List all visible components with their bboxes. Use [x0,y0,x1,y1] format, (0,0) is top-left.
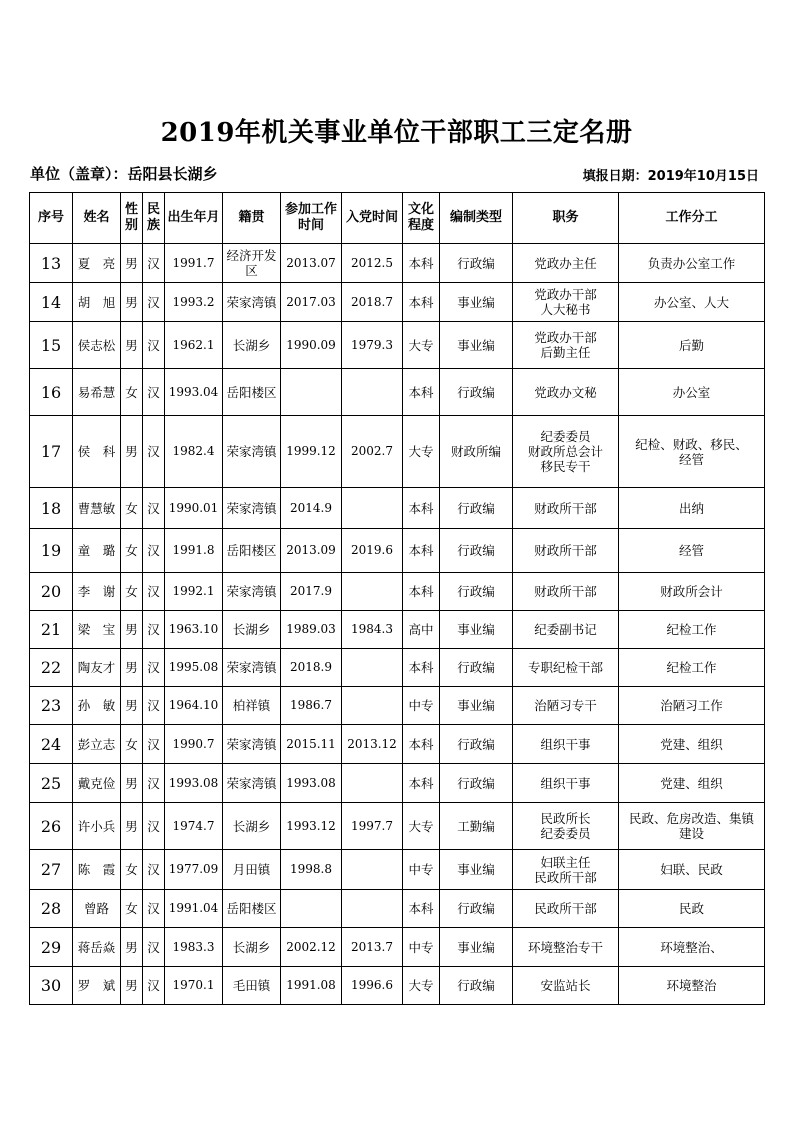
cell-birth: 1991.8 [165,529,223,573]
table-row [30,764,765,803]
cell-staff-type: 事业编 [440,850,513,890]
cell-duty: 妇联、民政 [619,850,765,890]
table-row [30,967,765,1005]
cell-gender: 男 [121,928,143,967]
cell-position: 党政办干部 人大秘书 [513,283,619,322]
cell-duty: 办公室、人大 [619,283,765,322]
cell-seq: 26 [30,803,73,850]
cell-seq: 29 [30,928,73,967]
cell-name: 戴克俭 [73,764,121,803]
cell-gender: 女 [121,850,143,890]
cell-ethnic: 汉 [143,283,165,322]
cell-origin: 长湖乡 [223,322,281,369]
cell-name: 罗 斌 [73,967,121,1005]
header-duty: 工作分工 [619,193,765,244]
table-row [30,529,765,573]
unit-label: 单位（盖章）：岳阳县长湖乡 [30,165,218,183]
cell-seq: 25 [30,764,73,803]
cell-party: 2018.7 [342,283,403,322]
cell-party [342,649,403,687]
cell-seq: 15 [30,322,73,369]
cell-ethnic: 汉 [143,764,165,803]
cell-origin: 长湖乡 [223,928,281,967]
cell-work-start: 1989.03 [281,611,342,649]
cell-edu: 本科 [403,529,440,573]
cell-birth: 1993.04 [165,369,223,416]
cell-gender: 女 [121,725,143,764]
cell-position: 财政所干部 [513,529,619,573]
cell-ethnic: 汉 [143,529,165,573]
cell-name: 夏 亮 [73,244,121,283]
cell-edu: 本科 [403,573,440,611]
cell-gender: 女 [121,890,143,928]
cell-name: 侯 科 [73,416,121,488]
cell-position: 党政办文秘 [513,369,619,416]
cell-seq: 30 [30,967,73,1005]
cell-work-start: 1993.08 [281,764,342,803]
header-birth: 出生年月 [165,193,223,244]
cell-party: 1979.3 [342,322,403,369]
header-gender: 性别 [121,193,143,244]
cell-birth: 1992.1 [165,573,223,611]
cell-birth: 1990.01 [165,488,223,529]
cell-name: 蒋岳焱 [73,928,121,967]
cell-position: 治陋习专干 [513,687,619,725]
cell-birth: 1991.7 [165,244,223,283]
cell-edu: 中专 [403,687,440,725]
cell-origin: 经济开发区 [223,244,281,283]
cell-seq: 24 [30,725,73,764]
cell-duty: 环境整治、 [619,928,765,967]
cell-duty: 党建、组织 [619,764,765,803]
cell-work-start: 1998.8 [281,850,342,890]
cell-position: 妇联主任 民政所干部 [513,850,619,890]
cell-edu: 本科 [403,283,440,322]
cell-position: 民政所干部 [513,890,619,928]
table-row [30,416,765,488]
cell-seq: 27 [30,850,73,890]
cell-edu: 高中 [403,611,440,649]
cell-edu: 本科 [403,890,440,928]
cell-birth: 1982.4 [165,416,223,488]
cell-birth: 1977.09 [165,850,223,890]
cell-duty: 出纳 [619,488,765,529]
cell-gender: 男 [121,611,143,649]
cell-staff-type: 行政编 [440,529,513,573]
cell-ethnic: 汉 [143,850,165,890]
cell-party [342,573,403,611]
cell-work-start: 2013.09 [281,529,342,573]
cell-duty: 后勤 [619,322,765,369]
header-staff-type: 编制类型 [440,193,513,244]
header-origin: 籍贯 [223,193,281,244]
cell-staff-type: 行政编 [440,488,513,529]
cell-party: 1997.7 [342,803,403,850]
cell-duty: 治陋习工作 [619,687,765,725]
table-row [30,488,765,529]
roster-table [29,192,765,1005]
cell-name: 孙 敏 [73,687,121,725]
cell-gender: 男 [121,283,143,322]
cell-ethnic: 汉 [143,803,165,850]
cell-party [342,764,403,803]
cell-work-start: 2013.07 [281,244,342,283]
cell-gender: 男 [121,322,143,369]
cell-ethnic: 汉 [143,573,165,611]
cell-staff-type: 行政编 [440,725,513,764]
cell-seq: 16 [30,369,73,416]
cell-name: 胡 旭 [73,283,121,322]
cell-party [342,488,403,529]
cell-party: 1996.6 [342,967,403,1005]
cell-origin: 荣家湾镇 [223,488,281,529]
cell-staff-type: 行政编 [440,890,513,928]
cell-work-start: 1991.08 [281,967,342,1005]
cell-gender: 女 [121,529,143,573]
cell-staff-type: 财政所编 [440,416,513,488]
cell-origin: 岳阳楼区 [223,890,281,928]
cell-staff-type: 行政编 [440,369,513,416]
cell-position: 安监站长 [513,967,619,1005]
cell-edu: 本科 [403,369,440,416]
table-row [30,573,765,611]
cell-work-start: 1986.7 [281,687,342,725]
cell-duty: 党建、组织 [619,725,765,764]
header-ethnic: 民族 [143,193,165,244]
cell-origin: 月田镇 [223,850,281,890]
cell-work-start: 1999.12 [281,416,342,488]
cell-staff-type: 工勤编 [440,803,513,850]
cell-gender: 男 [121,416,143,488]
table-row [30,725,765,764]
cell-origin: 岳阳楼区 [223,529,281,573]
cell-name: 曾路 [73,890,121,928]
cell-gender: 男 [121,764,143,803]
cell-name: 侯志松 [73,322,121,369]
cell-birth: 1990.7 [165,725,223,764]
cell-origin: 荣家湾镇 [223,649,281,687]
cell-work-start: 2002.12 [281,928,342,967]
table-row [30,244,765,283]
cell-party: 2013.12 [342,725,403,764]
cell-work-start [281,890,342,928]
cell-position: 纪委副书记 [513,611,619,649]
cell-gender: 女 [121,488,143,529]
cell-seq: 19 [30,529,73,573]
cell-work-start: 2015.11 [281,725,342,764]
cell-origin: 荣家湾镇 [223,283,281,322]
cell-staff-type: 事业编 [440,283,513,322]
cell-birth: 1993.08 [165,764,223,803]
cell-duty: 办公室 [619,369,765,416]
cell-gender: 男 [121,803,143,850]
cell-birth: 1974.7 [165,803,223,850]
cell-gender: 男 [121,649,143,687]
cell-position: 党政办主任 [513,244,619,283]
cell-ethnic: 汉 [143,967,165,1005]
cell-birth: 1983.3 [165,928,223,967]
cell-seq: 28 [30,890,73,928]
cell-position: 纪委委员 财政所总会计 移民专干 [513,416,619,488]
cell-name: 梁 宝 [73,611,121,649]
table-row [30,369,765,416]
cell-party [342,850,403,890]
cell-origin: 荣家湾镇 [223,764,281,803]
cell-edu: 本科 [403,244,440,283]
cell-edu: 本科 [403,725,440,764]
cell-staff-type: 行政编 [440,573,513,611]
cell-work-start: 2017.03 [281,283,342,322]
cell-name: 彭立志 [73,725,121,764]
cell-position: 财政所干部 [513,573,619,611]
cell-ethnic: 汉 [143,928,165,967]
header-name: 姓名 [73,193,121,244]
cell-party: 2002.7 [342,416,403,488]
cell-staff-type: 事业编 [440,687,513,725]
cell-position: 专职纪检干部 [513,649,619,687]
header-party: 入党时间 [342,193,403,244]
cell-position: 党政办干部 后勤主任 [513,322,619,369]
table-header-row [30,193,765,244]
table-row [30,890,765,928]
cell-seq: 18 [30,488,73,529]
table-row [30,687,765,725]
cell-origin: 荣家湾镇 [223,573,281,611]
cell-party: 2012.5 [342,244,403,283]
cell-work-start: 2014.9 [281,488,342,529]
cell-staff-type: 行政编 [440,764,513,803]
cell-seq: 20 [30,573,73,611]
cell-party: 2013.7 [342,928,403,967]
cell-seq: 22 [30,649,73,687]
cell-seq: 14 [30,283,73,322]
cell-origin: 荣家湾镇 [223,416,281,488]
cell-birth: 1970.1 [165,967,223,1005]
cell-work-start: 2018.9 [281,649,342,687]
cell-name: 童 璐 [73,529,121,573]
cell-edu: 本科 [403,649,440,687]
cell-duty: 民政、危房改造、集镇 建设 [619,803,765,850]
cell-gender: 男 [121,967,143,1005]
cell-edu: 大专 [403,967,440,1005]
cell-seq: 21 [30,611,73,649]
cell-duty: 纪检工作 [619,611,765,649]
cell-name: 许小兵 [73,803,121,850]
cell-name: 易希慧 [73,369,121,416]
cell-origin: 荣家湾镇 [223,725,281,764]
cell-position: 环境整治专干 [513,928,619,967]
date-label: 填报日期：2019年10月15日 [582,169,759,184]
cell-ethnic: 汉 [143,890,165,928]
cell-party [342,890,403,928]
table-row [30,283,765,322]
cell-seq: 17 [30,416,73,488]
cell-name: 曹慧敏 [73,488,121,529]
cell-origin: 长湖乡 [223,611,281,649]
cell-edu: 中专 [403,850,440,890]
cell-staff-type: 行政编 [440,244,513,283]
cell-edu: 大专 [403,322,440,369]
cell-ethnic: 汉 [143,725,165,764]
cell-work-start: 2017.9 [281,573,342,611]
cell-staff-type: 行政编 [440,967,513,1005]
cell-edu: 大专 [403,803,440,850]
cell-name: 陶友才 [73,649,121,687]
cell-birth: 1964.10 [165,687,223,725]
page-title: 2019年机关事业单位干部职工三定名册 [160,118,633,148]
table-row [30,803,765,850]
cell-ethnic: 汉 [143,611,165,649]
cell-ethnic: 汉 [143,369,165,416]
cell-ethnic: 汉 [143,687,165,725]
cell-gender: 男 [121,687,143,725]
cell-edu: 本科 [403,488,440,529]
cell-birth: 1962.1 [165,322,223,369]
cell-edu: 大专 [403,416,440,488]
cell-duty: 经管 [619,529,765,573]
cell-origin: 长湖乡 [223,803,281,850]
cell-position: 财政所干部 [513,488,619,529]
cell-ethnic: 汉 [143,416,165,488]
cell-position: 民政所长 纪委委员 [513,803,619,850]
table-row [30,322,765,369]
cell-staff-type: 行政编 [440,649,513,687]
table-row [30,928,765,967]
cell-ethnic: 汉 [143,649,165,687]
cell-name: 陈 霞 [73,850,121,890]
cell-staff-type: 事业编 [440,322,513,369]
cell-seq: 23 [30,687,73,725]
cell-birth: 1995.08 [165,649,223,687]
table-row [30,611,765,649]
cell-seq: 13 [30,244,73,283]
cell-duty: 纪检、财政、移民、 经管 [619,416,765,488]
cell-duty: 环境整治 [619,967,765,1005]
cell-birth: 1991.04 [165,890,223,928]
cell-work-start: 1993.12 [281,803,342,850]
cell-work-start [281,369,342,416]
cell-ethnic: 汉 [143,488,165,529]
cell-duty: 纪检工作 [619,649,765,687]
cell-gender: 女 [121,573,143,611]
cell-birth: 1963.10 [165,611,223,649]
cell-edu: 中专 [403,928,440,967]
table-row [30,850,765,890]
cell-work-start: 1990.09 [281,322,342,369]
cell-name: 李 谢 [73,573,121,611]
cell-origin: 毛田镇 [223,967,281,1005]
cell-party: 1984.3 [342,611,403,649]
header-position: 职务 [513,193,619,244]
cell-staff-type: 事业编 [440,928,513,967]
cell-origin: 柏祥镇 [223,687,281,725]
cell-ethnic: 汉 [143,244,165,283]
cell-party [342,369,403,416]
table-row [30,649,765,687]
header-edu: 文化程度 [403,193,440,244]
cell-ethnic: 汉 [143,322,165,369]
cell-duty: 负责办公室工作 [619,244,765,283]
cell-position: 组织干事 [513,725,619,764]
header-seq: 序号 [30,193,73,244]
cell-birth: 1993.2 [165,283,223,322]
cell-origin: 岳阳楼区 [223,369,281,416]
cell-gender: 女 [121,369,143,416]
table-body [30,244,765,1005]
cell-party [342,687,403,725]
cell-party: 2019.6 [342,529,403,573]
cell-duty: 财政所会计 [619,573,765,611]
cell-edu: 本科 [403,764,440,803]
header-work-start: 参加工作时间 [281,193,342,244]
cell-duty: 民政 [619,890,765,928]
cell-staff-type: 事业编 [440,611,513,649]
cell-position: 组织干事 [513,764,619,803]
cell-gender: 男 [121,244,143,283]
